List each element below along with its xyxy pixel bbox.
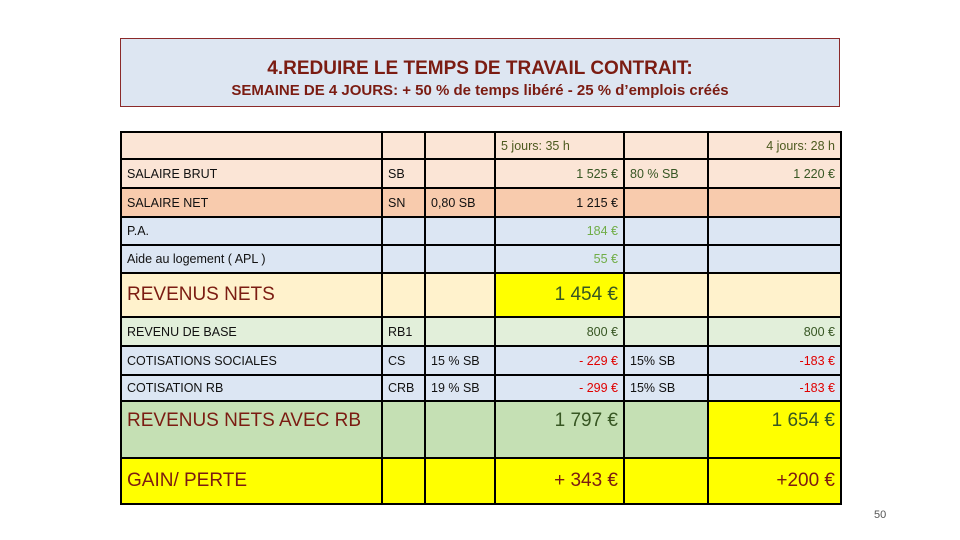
value-35h: 1 215 €	[495, 188, 624, 217]
value-28h: 800 €	[708, 317, 841, 346]
row-label: COTISATIONS SOCIALES	[121, 346, 382, 375]
rate-28h: 15% SB	[624, 346, 708, 375]
value-35h: - 229 €	[495, 346, 624, 375]
row-rate	[425, 273, 495, 317]
table-row	[121, 245, 841, 273]
value-28h	[708, 217, 841, 245]
row-label: REVENU DE BASE	[121, 317, 382, 346]
row-code	[382, 217, 425, 245]
rate-28h	[624, 188, 708, 217]
row-label: Aide au logement ( APL )	[121, 245, 382, 273]
value-35h: 800 €	[495, 317, 624, 346]
value-28h: 1 220 €	[708, 159, 841, 188]
row-code	[382, 273, 425, 317]
row-rate	[425, 217, 495, 245]
table-row	[121, 317, 841, 346]
row-code	[382, 458, 425, 504]
table-row	[121, 188, 841, 217]
row-code: CS	[382, 346, 425, 375]
row-code: CRB	[382, 375, 425, 401]
rate-28h	[624, 317, 708, 346]
value-35h: 1 454 €	[495, 273, 624, 317]
row-rate	[425, 159, 495, 188]
row-code	[382, 401, 425, 458]
row-rate	[425, 458, 495, 504]
rate-28h	[624, 273, 708, 317]
value-35h: 1 525 €	[495, 159, 624, 188]
rate-28h	[624, 401, 708, 458]
table-row	[121, 217, 841, 245]
row-label: SALAIRE NET	[121, 188, 382, 217]
table-row	[121, 159, 841, 188]
rate-28h: 80 % SB	[624, 159, 708, 188]
value-28h: +200 €	[708, 458, 841, 504]
value-28h: -183 €	[708, 375, 841, 401]
value-35h: 55 €	[495, 245, 624, 273]
rate-28h	[624, 458, 708, 504]
income-comparison-table	[120, 131, 842, 505]
value-28h	[708, 188, 841, 217]
header-row	[121, 132, 841, 159]
row-label: REVENUS NETS	[121, 273, 382, 317]
row-label: GAIN/ PERTE	[121, 458, 382, 504]
row-code: RB1	[382, 317, 425, 346]
row-code: SB	[382, 159, 425, 188]
value-28h: -183 €	[708, 346, 841, 375]
value-28h	[708, 273, 841, 317]
row-rate: 15 % SB	[425, 346, 495, 375]
row-rate: 0,80 SB	[425, 188, 495, 217]
slide-title-box	[120, 38, 840, 107]
header-5-days: 5 jours: 35 h	[495, 132, 624, 159]
value-35h: + 343 €	[495, 458, 624, 504]
row-label: COTISATION RB	[121, 375, 382, 401]
page-number: 50	[874, 509, 887, 521]
table-row	[121, 273, 841, 317]
row-code: SN	[382, 188, 425, 217]
table-row	[121, 401, 841, 458]
value-35h: 184 €	[495, 217, 624, 245]
table-row	[121, 375, 841, 401]
value-35h: 1 797 €	[495, 401, 624, 458]
rate-28h	[624, 245, 708, 273]
row-label: P.A.	[121, 217, 382, 245]
table-row	[121, 458, 841, 504]
header-4-days: 4 jours: 28 h	[708, 132, 841, 159]
row-label: REVENUS NETS AVEC RB	[121, 401, 382, 458]
table-row	[121, 346, 841, 375]
slide-title: 4.REDUIRE LE TEMPS DE TRAVAIL CONTRAIT:	[267, 58, 693, 79]
row-rate: 19 % SB	[425, 375, 495, 401]
slide-subtitle: SEMAINE DE 4 JOURS: + 50 % de temps libéré - 25 % d’emplois créés	[231, 82, 729, 99]
row-label: SALAIRE BRUT	[121, 159, 382, 188]
row-rate	[425, 245, 495, 273]
rate-28h: 15% SB	[624, 375, 708, 401]
value-28h: 1 654 €	[708, 401, 841, 458]
row-code	[382, 245, 425, 273]
value-28h	[708, 245, 841, 273]
row-rate	[425, 317, 495, 346]
row-rate	[425, 401, 495, 458]
rate-28h	[624, 217, 708, 245]
value-35h: - 299 €	[495, 375, 624, 401]
